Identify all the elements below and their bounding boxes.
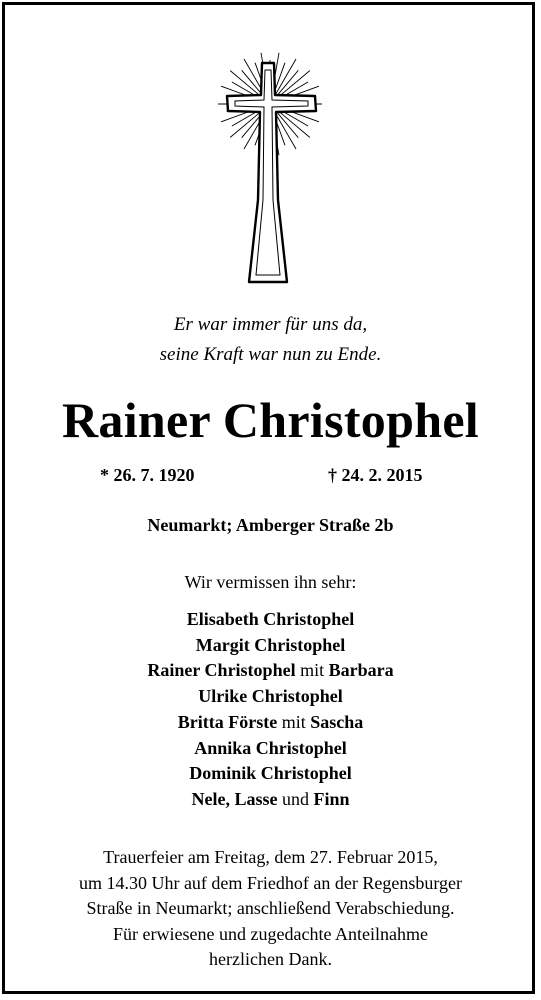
motto-line-1: Er war immer für uns da, [173, 314, 368, 335]
mourner-row [0, 761, 541, 787]
mourner-row [0, 633, 541, 659]
mourner-name: Margit Christophel [195, 634, 346, 655]
mourner-partner: Barbara [328, 660, 394, 681]
mourner-row [0, 736, 541, 762]
death-date: † 24. 2. 2015 [328, 465, 423, 485]
mourner-name: Rainer Christophel [147, 660, 296, 681]
funeral-notice [0, 845, 541, 973]
miss-line: Wir vermissen ihn sehr: [184, 572, 357, 592]
notice-line-5: herzlichen Dank. [209, 949, 332, 969]
mourner-row [0, 684, 541, 710]
mourner-joiner: und [277, 788, 314, 809]
cross-icon [0, 0, 541, 300]
mourner-name: Annika Christophel [194, 737, 347, 758]
notice-line-2: um 14.30 Uhr auf dem Friedhof an der Regensburger [78, 872, 463, 893]
notice-line-1: Trauerfeier am Freitag, dem 27. Februar 2015, [103, 847, 438, 867]
mourner-name: Britta Förste [177, 711, 278, 732]
mourner-row [0, 787, 541, 813]
mourners-list [0, 607, 541, 813]
mourner-partner: Finn [313, 788, 350, 809]
mourner-name: Dominik Christophel [189, 763, 352, 784]
address: Neumarkt; Amberger Straße 2b [147, 515, 394, 535]
mourner-name: Ulrike Christophel [198, 686, 343, 707]
motto [0, 310, 541, 370]
mourner-row [0, 607, 541, 633]
mourner-partner: Sascha [310, 711, 364, 732]
notice-line-3: Straße in Neumarkt; anschließend Verabschiedung. [86, 898, 455, 918]
mourner-joiner: mit [277, 711, 311, 732]
mourner-row [0, 658, 541, 684]
mourner-name: Elisabeth Christophel [186, 609, 355, 629]
mourner-name: Nele, Lasse [191, 788, 278, 809]
mourner-row [0, 710, 541, 736]
motto-line-2: seine Kraft war nun zu Ende. [159, 344, 382, 365]
deceased-name: Rainer Christophel [62, 392, 479, 448]
mourner-joiner: mit [295, 660, 329, 681]
notice-line-4: Für erwiesene und zugedachte Anteilnahme [113, 923, 428, 944]
birth-date: * 26. 7. 1920 [100, 465, 195, 485]
